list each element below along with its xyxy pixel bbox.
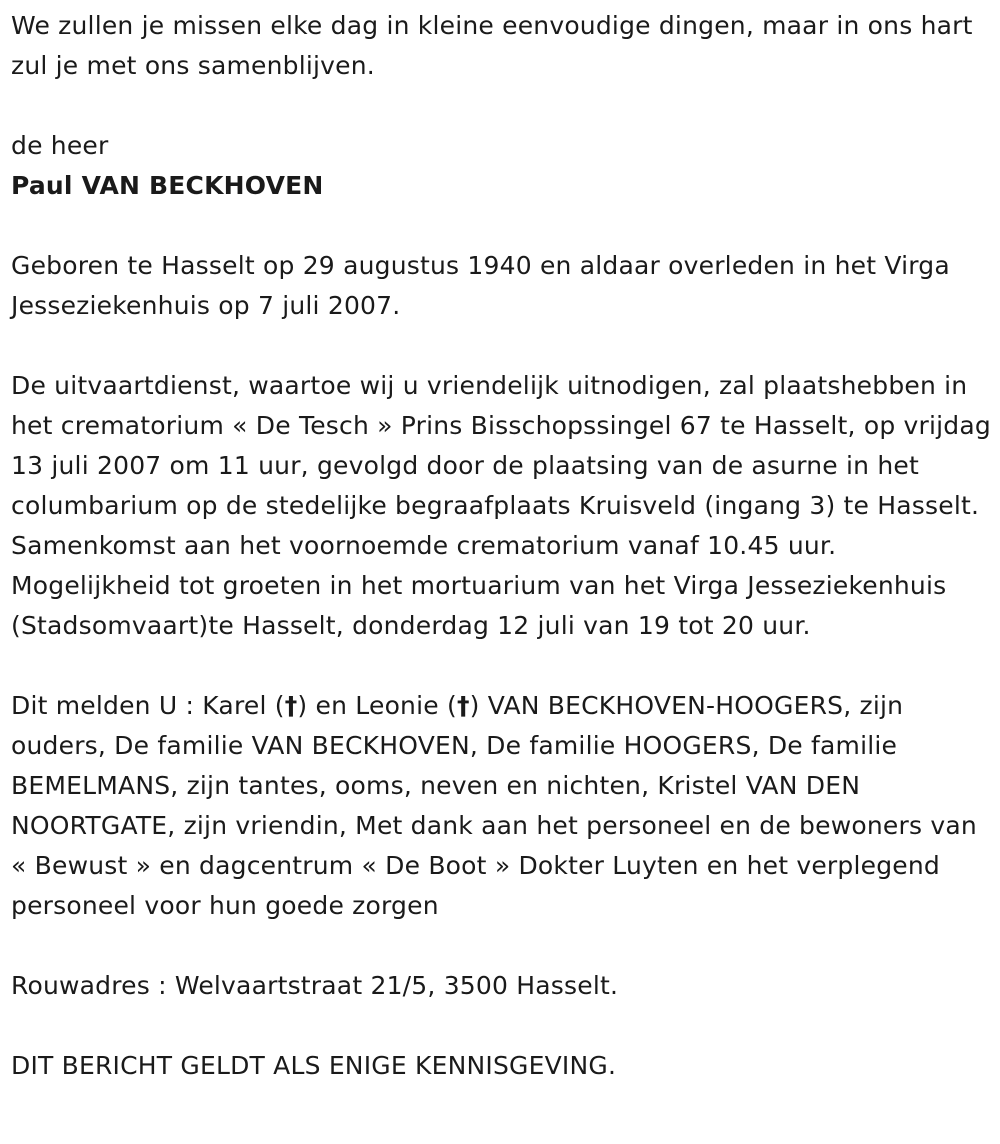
closing-statement: DIT BERICHT GELDT ALS ENIGE KENNISGEVING.: [11, 1051, 617, 1080]
family-text-part-3: ) VAN BECKHOVEN-HOOGERS, zijn ouders, De familie VAN BECKHOVEN, De familie HOOGERS, De familie BEMELMANS, zijn tantes, ooms, neven en nichten, Kristel VAN DEN NOORTGATE, zijn vriendin, Met dank aan het personeel en de bewoners van « Bewust » en dagcentrum « De Boot » Dokter Luyten en het verplegend personeel voor hun goede zorgen: [11, 691, 977, 920]
family-text-part-2: ) en Leonie (: [297, 691, 457, 720]
title-prefix: de heer: [11, 131, 109, 160]
death-notice: [11, 6, 991, 1086]
memorial-quote: We zullen je missen elke dag in kleine eenvoudige dingen, maar in ons hart zul je met ons samenblijven.: [11, 11, 973, 80]
cross-icon: †: [456, 691, 470, 720]
birth-death-paragraph: Geboren te Hasselt op 29 augustus 1940 en aldaar overleden in het Virga Jesseziekenhuis op 7 juli 2007.: [11, 251, 950, 320]
mourning-address: Rouwadres : Welvaartstraat 21/5, 3500 Hasselt.: [11, 971, 619, 1000]
family-text-part-1: Dit melden U : Karel (: [11, 691, 285, 720]
family-paragraph: [11, 686, 991, 926]
deceased-name: Paul VAN BECKHOVEN: [11, 171, 324, 200]
cross-icon: †: [284, 691, 298, 720]
funeral-paragraph: De uitvaartdienst, waartoe wij u vriendelijk uitnodigen, zal plaatshebben in het crematorium « De Tesch » Prins Bisschopssingel 67 te Hasselt, op vrijdag 13 juli 2007 om 11 uur, gevolgd door de plaatsing van de asurne in het columbarium op de stedelijke begraafplaats Kruisveld (ingang 3) te Hasselt. Samenkomst aan het voornoemde crematorium vanaf 10.45 uur. Mogelijkheid tot groeten in het mortuarium van het Virga Jesseziekenhuis (Stadsomvaart)te Hasselt, donderdag 12 juli van 19 tot 20 uur.: [11, 371, 991, 640]
